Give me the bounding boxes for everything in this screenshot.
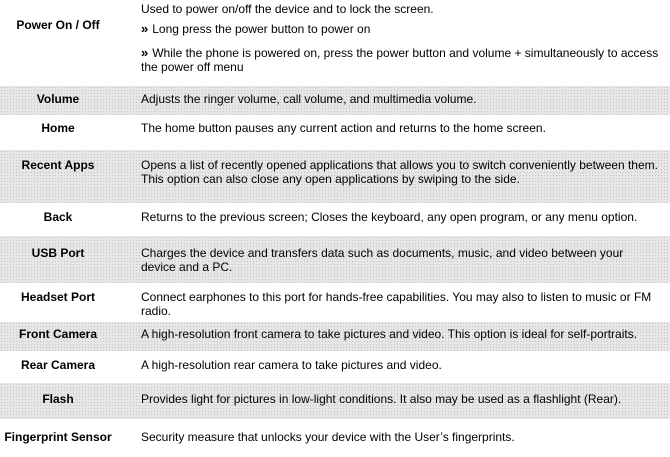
- bullet-glyph: »: [141, 45, 149, 60]
- row-description: Opens a list of recently opened applications that allows you to switch conveniently between them. This option can also close any open applications by swiping to the side.: [141, 158, 658, 186]
- description-line: Used to power on/off the device and to lock the screen.: [141, 2, 434, 16]
- row-description: The home button pauses any current action and returns to the home screen.: [141, 121, 546, 135]
- row-label: Power On / Off: [16, 18, 100, 32]
- table-row-usb-port: [0, 236, 670, 283]
- row-label: Fingerprint Sensor: [4, 430, 112, 444]
- row-label: Flash: [42, 392, 74, 406]
- table-row-recent-apps: [0, 150, 670, 203]
- row-description: Connect earphones to this port for hands-free capabilities. You may also to listen to music or FM radio.: [141, 290, 652, 318]
- row-label: Volume: [36, 92, 80, 106]
- bullet-text: While the phone is powered on, press the power button and volume + simultaneously to access the power off menu: [141, 46, 659, 74]
- row-label: Recent Apps: [21, 158, 95, 172]
- row-description: Returns to the previous screen; Closes the keyboard, any open program, or any menu option.: [141, 210, 638, 224]
- bullet-item: [141, 22, 661, 36]
- row-description: A high-resolution front camera to take pictures and video. This option is ideal for self-portraits.: [141, 327, 638, 341]
- table-row-home: [0, 115, 670, 150]
- bullet-glyph: »: [141, 21, 149, 36]
- bullet-item: [141, 46, 661, 74]
- row-description: A high-resolution rear camera to take pictures and video.: [141, 358, 442, 372]
- row-description: Adjusts the ringer volume, call volume, and multimedia volume.: [141, 92, 477, 106]
- table-row-flash: [0, 383, 670, 419]
- row-label: Rear Camera: [20, 358, 96, 372]
- row-label: Front Camera: [18, 327, 98, 341]
- table-row-rear-camera: [0, 351, 670, 383]
- row-label: Back: [43, 210, 73, 224]
- table-row-power: [0, 0, 670, 86]
- table-row-fingerprint-sensor: [0, 419, 670, 457]
- row-description: Security measure that unlocks your device with the User’s fingerprints.: [141, 430, 515, 444]
- row-label: Home: [41, 121, 75, 135]
- table-row-back: [0, 203, 670, 236]
- row-label: USB Port: [31, 246, 85, 260]
- bullet-text: Long press the power button to power on: [152, 22, 371, 36]
- table-row-headset-port: [0, 283, 670, 322]
- row-description: [141, 2, 661, 74]
- row-description: Charges the device and transfers data such as documents, music, and video between your device and a PC.: [141, 246, 624, 274]
- row-description: Provides light for pictures in low-light conditions. It also may be used as a flashlight (Rear).: [141, 392, 622, 406]
- table-row-front-camera: [0, 322, 670, 351]
- row-label: Headset Port: [20, 290, 96, 304]
- table-row-volume: [0, 86, 670, 115]
